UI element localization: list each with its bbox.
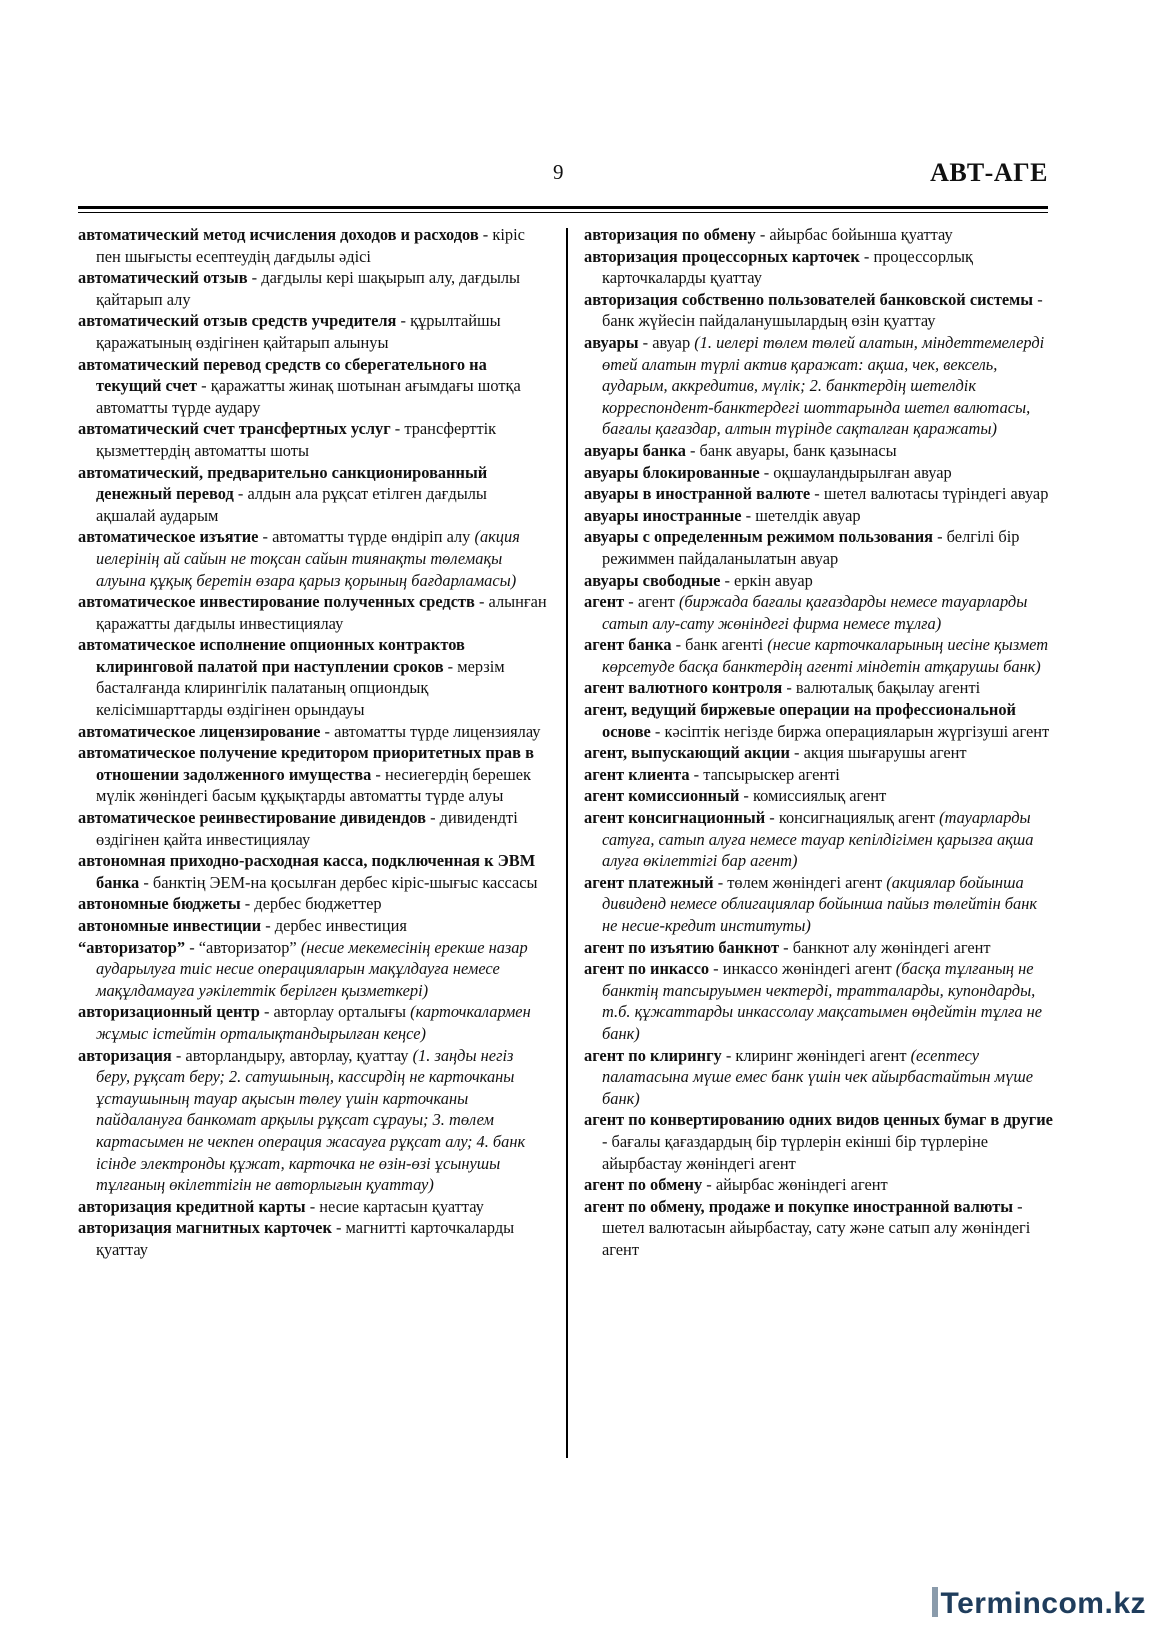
entry-definition: - тапсырыскер агенті <box>689 764 840 784</box>
entry-term: автоматический отзыв <box>78 268 248 288</box>
entry-term: авторизация <box>78 1045 172 1065</box>
entry-definition: - клиринг жөніндегі агент <box>721 1045 911 1065</box>
entry-term: агент <box>584 592 625 612</box>
entry-definition: - акция шығарушы агент <box>789 743 967 763</box>
entry-gloss: (тауарларды сатуға, сатып алуға немесе тауар кепілдігімен қарызға ақша алуға өкілеттігі бар агент) <box>602 808 1034 871</box>
entry-definition: - “авторизатор” <box>185 937 301 957</box>
dictionary-entry <box>584 1045 1054 1110</box>
entry-definition: - комиссиялық агент <box>739 786 887 806</box>
entry-definition: - алдын ала рұқсат етілген дағдылы ақшалай аударым <box>96 484 487 525</box>
entry-term: автоматический отзыв средств учредителя <box>78 311 397 331</box>
dictionary-entry <box>78 1045 548 1196</box>
entry-definition: - автоматты түрде лицензиялау <box>320 721 541 741</box>
entry-term: автоматическое исполнение опционных контрактов клиринговой палатой при наступлении сроков <box>78 635 465 676</box>
entry-definition: - алынған қаражатты дағдылы инвестициялау <box>96 592 547 633</box>
entry-gloss: (акциялар бойынша дивиденд немесе облигациялар бойынша пайыз төлейтін банк не несие-кредит институты) <box>602 872 1038 935</box>
entry-definition: - несиегердің берешек мүлік жөніндегі басым құқықтарды автоматты түрде алуы <box>96 764 531 806</box>
dictionary-entry <box>584 699 1054 742</box>
entry-term: авуары блокированные <box>584 462 760 482</box>
dictionary-entry <box>78 634 548 720</box>
dictionary-entry <box>78 526 548 591</box>
entry-definition: - автоматты түрде өндіріп алу <box>258 527 475 547</box>
entry-gloss: (несие карточкаларының иесіне қызмет көрсетуде басқа банктердің агенті міндетін атқарушы банк) <box>602 635 1049 676</box>
dictionary-entry <box>78 591 548 634</box>
entry-term: авуары иностранные <box>584 505 742 525</box>
entry-term: автоматическое изъятие <box>78 527 259 547</box>
dictionary-entry <box>584 483 1054 505</box>
entry-term: авуары свободные <box>584 570 721 590</box>
entry-term: агент клиента <box>584 764 690 784</box>
dictionary-entry <box>584 440 1054 462</box>
entry-term: автоматическое инвестирование полученных средств <box>78 592 475 612</box>
dictionary-entry <box>584 807 1054 872</box>
entry-term: агент по клирингу <box>584 1045 722 1065</box>
page-number: 9 <box>553 160 564 184</box>
entry-definition: - дербес инвестиция <box>261 916 407 935</box>
dictionary-entry <box>78 893 548 915</box>
entry-gloss: (1. заңды негіз беру, рұқсат беру; 2. сатушының, кассирдің не карточканы ұстаушының тауар ақысын төлеу үшін карточканы пайдалануға банкомат арқылы рұқсат сұрауы; 3. төлем картасымен не чекпен операция жасауға рұқсат алу; 4. банк ісінде электронды құжат, карточка не өзін-өзі ұсынушы тұлғаның өкілеттігін не авторлығын қуаттау) <box>96 1045 526 1195</box>
site-watermark <box>932 1587 1147 1621</box>
entry-definition: - еркін авуар <box>720 570 813 590</box>
entry-definition: - дербес бюджеттер <box>240 894 382 914</box>
dictionary-entry <box>78 267 548 310</box>
entry-term: авуары с определенным режимом пользования <box>584 527 934 547</box>
dictionary-entry <box>584 1174 1054 1196</box>
entry-term: “авторизатор” <box>78 937 186 957</box>
entry-term: агент платежный <box>584 872 714 892</box>
dictionary-entry <box>584 224 1054 246</box>
dictionary-entry <box>78 418 548 461</box>
dictionary-entry <box>78 850 548 893</box>
entry-term: авуары в иностранной валюте <box>584 484 811 504</box>
dictionary-entry <box>584 764 1054 786</box>
dictionary-entry <box>584 462 1054 484</box>
dictionary-entry <box>584 785 1054 807</box>
entry-definition: - шетел валютасы түріндегі авуар <box>810 484 1049 504</box>
entry-definition: - банк агенті <box>671 635 768 655</box>
header-rule-thick <box>78 206 1048 209</box>
entry-definition: - агент <box>624 592 679 612</box>
dictionary-entry <box>78 224 548 267</box>
left-column <box>78 224 548 1261</box>
entry-term: автоматическое получение кредитором приоритетных прав в отношении задолженного имущества <box>78 743 534 784</box>
entry-term: автоматический, предварительно санкционированный денежный перевод <box>78 462 488 504</box>
entry-definition: - шетелдік авуар <box>741 505 861 525</box>
entry-definition: - инкассо жөніндегі агент <box>709 959 896 979</box>
entry-term: автономные инвестиции <box>78 916 262 935</box>
entry-term: автоматическое лицензирование <box>78 721 321 741</box>
entry-definition: - дивидендті өздігінен қайта инвестициялау <box>96 808 518 849</box>
entry-definition: - бағалы қағаздардың бір түрлерін екінші бір түрлеріне айырбастау жөніндегі агент <box>602 1131 989 1173</box>
entry-term: агент комиссионный <box>584 786 740 806</box>
entry-term: авторизация кредитной карты <box>78 1196 306 1216</box>
entry-term: автоматический метод исчисления доходов и расходов <box>78 225 479 244</box>
entry-gloss: (есептесу палатасына мүше емес банк үшін чек айырбастайтын мүше банк) <box>602 1045 1033 1108</box>
dictionary-entry <box>78 310 548 353</box>
dictionary-entry <box>584 958 1054 1044</box>
entry-definition: - төлем жөніндегі агент <box>713 872 887 892</box>
entry-gloss: (несие мекемесінің ерекше назар аударылуға тиіс несие операцияларын мақұлдауға немесе мақұлдамауға уәкілеттік берілген қызметкері) <box>96 937 528 1000</box>
entry-term: авторизация процессорных карточек <box>584 246 860 266</box>
dictionary-entry <box>584 505 1054 527</box>
entry-term: авторизация собственно пользователей банковской системы <box>584 289 1034 309</box>
dictionary-entry <box>78 807 548 850</box>
entry-definition: - дағдылы кері шақырып алу, дағдылы қайтарып алу <box>96 268 521 309</box>
entry-definition: - авуар <box>638 332 695 352</box>
entry-definition: - магнитті карточкаларды қуаттау <box>96 1218 515 1259</box>
dictionary-entry <box>78 1196 548 1218</box>
dictionary-entry <box>78 1217 548 1260</box>
entry-term: агент, выпускающий акции <box>584 743 790 763</box>
entry-term: автономная приходно-расходная касса, подключенная к ЭВМ банка <box>78 851 536 892</box>
dictionary-entry <box>78 721 548 743</box>
dictionary-entry <box>584 872 1054 937</box>
dictionary-entry <box>584 289 1054 332</box>
entry-definition: - банк авуары, банк қазынасы <box>685 440 897 460</box>
dictionary-entry <box>78 915 548 937</box>
entry-definition: - банкнот алу жөніндегі агент <box>779 937 991 957</box>
entry-term: агент консигнационный <box>584 808 766 828</box>
entry-definition: - белгілі бір режиммен пайдаланылатын авуар <box>602 527 1020 568</box>
watermark-bar-icon <box>932 1587 938 1617</box>
dictionary-entry <box>584 591 1054 634</box>
entry-definition: - құрылтайшы қаражатының өздігінен қайтарып алынуы <box>96 311 501 352</box>
entry-definition: - трансферттік қызметтердің автоматты шоты <box>96 419 497 460</box>
dictionary-entry <box>584 526 1054 569</box>
dictionary-entry <box>78 1001 548 1044</box>
dictionary-entry <box>584 1109 1054 1174</box>
watermark-text: Termincom.kz <box>940 1587 1146 1620</box>
entry-term: агент по инкассо <box>584 959 710 979</box>
page-header-title: АВТ-АГЕ <box>930 158 1048 187</box>
dictionary-entry <box>78 354 548 419</box>
entry-definition: - шетел валютасын айырбастау, сату және сатып алу жөніндегі агент <box>602 1196 1031 1259</box>
entry-term: агент по обмену <box>584 1175 703 1195</box>
right-column <box>584 224 1054 1261</box>
dictionary-entry <box>584 246 1054 289</box>
entry-term: авуары банка <box>584 440 686 460</box>
dictionary-entry <box>584 332 1054 440</box>
entry-definition: - айырбас жөніндегі агент <box>702 1175 888 1195</box>
entry-term: агент банка <box>584 635 672 655</box>
entry-gloss: (биржада бағалы қағаздарды немесе тауарларды сатып алу-сату жөніндегі фирма немесе тұлға) <box>602 592 1028 633</box>
entry-term: агент по изъятию банкнот <box>584 937 780 957</box>
column-divider <box>566 228 568 1458</box>
entry-term: авторизационный центр <box>78 1002 260 1022</box>
entry-definition: - кіріс пен шығысты есептеудің дағдылы әдісі <box>96 225 525 266</box>
entry-definition: - авторлау орталығы <box>259 1002 411 1022</box>
dictionary-entry <box>78 742 548 807</box>
entry-definition: - несие картасын қуаттау <box>305 1196 484 1216</box>
entry-definition: - айырбас бойынша қуаттау <box>755 225 953 244</box>
entry-definition: - банк жүйесін пайдаланушылардың өзін қуаттау <box>602 289 1043 331</box>
entry-definition: - процессорлық карточкаларды қуаттау <box>602 246 973 288</box>
entry-definition: - оқшауландырылған авуар <box>759 462 952 482</box>
dictionary-entry <box>78 462 548 527</box>
entry-definition: - қаражатты жинақ шотынан ағымдағы шотқа автоматты түрде аудару <box>96 376 521 417</box>
entry-definition: - кәсіптік негізде биржа операцияларын жүргізуші агент <box>650 721 1050 741</box>
header-rule-thin <box>78 212 1048 213</box>
entry-definition: - мерзім басталғанда клирингілік палатаның опциондық келісімшарттарды өздігінен орындауы <box>96 656 505 720</box>
entry-term: авторизация магнитных карточек <box>78 1218 332 1238</box>
entry-term: авуары <box>584 332 639 352</box>
entry-gloss: (акция иелерінің ай сайын не тоқсан сайын тиянақты төлемақы алуына құқық беретін өзара қарыз қорының бағдарламасы) <box>96 527 520 590</box>
entry-term: автоматический счет трансфертных услуг <box>78 419 391 439</box>
entry-gloss: (басқа тұлғаның не банктің тапсыруымен чектерді, тратталарды, купондарды, т.б. құжаттарды инкассолау мақсатымен өңдейтін тұлға не банк) <box>602 959 1043 1043</box>
entry-term: агент по обмену, продаже и покупке иностранной валюты <box>584 1196 1014 1216</box>
entry-term: авторизация по обмену <box>584 225 756 244</box>
dictionary-entry <box>584 634 1054 677</box>
dictionary-entry <box>584 937 1054 959</box>
dictionary-entry <box>584 742 1054 764</box>
dictionary-entry <box>584 677 1054 699</box>
entry-definition: - консигнациялық агент <box>765 808 940 828</box>
entry-term: автоматический перевод средств со сберегательного на текущий счет <box>78 354 487 396</box>
entry-term: агент, ведущий биржевые операции на профессиональной основе <box>584 700 1016 741</box>
dictionary-entry <box>584 570 1054 592</box>
entry-term: агент по конвертированию одних видов ценных бумаг в другие <box>584 1110 1053 1130</box>
entry-definition: - банктің ЭЕМ-на қосылған дербес кіріс-шығыс кассасы <box>139 872 538 892</box>
entry-definition: - валюталық бақылау агенті <box>782 678 981 698</box>
entry-term: автоматическое реинвестирование дивидендов <box>78 808 427 828</box>
entry-definition: - авторландыру, авторлау, қуаттау <box>171 1045 413 1065</box>
dictionary-entry <box>584 1196 1054 1261</box>
entry-term: автономные бюджеты <box>78 894 241 914</box>
entry-term: агент валютного контроля <box>584 678 783 698</box>
dictionary-entry <box>78 937 548 1002</box>
entry-gloss: (карточкалармен жұмыс істейтін орталықтандырылған кеңсе) <box>96 1002 531 1043</box>
entry-gloss: (1. иелері төлем төлей алатын, міндеттемелерді өтей алатын түрлі актив қаражат: ақша, чек, вексель, аударым, аккредитив, мүлік; 2. банктердің шетелдік корреспондент-банктердегі шоттарында шетел валютасы, бағалы қағаздар, алтын түрінде сақталған қаражаты) <box>602 332 1045 439</box>
